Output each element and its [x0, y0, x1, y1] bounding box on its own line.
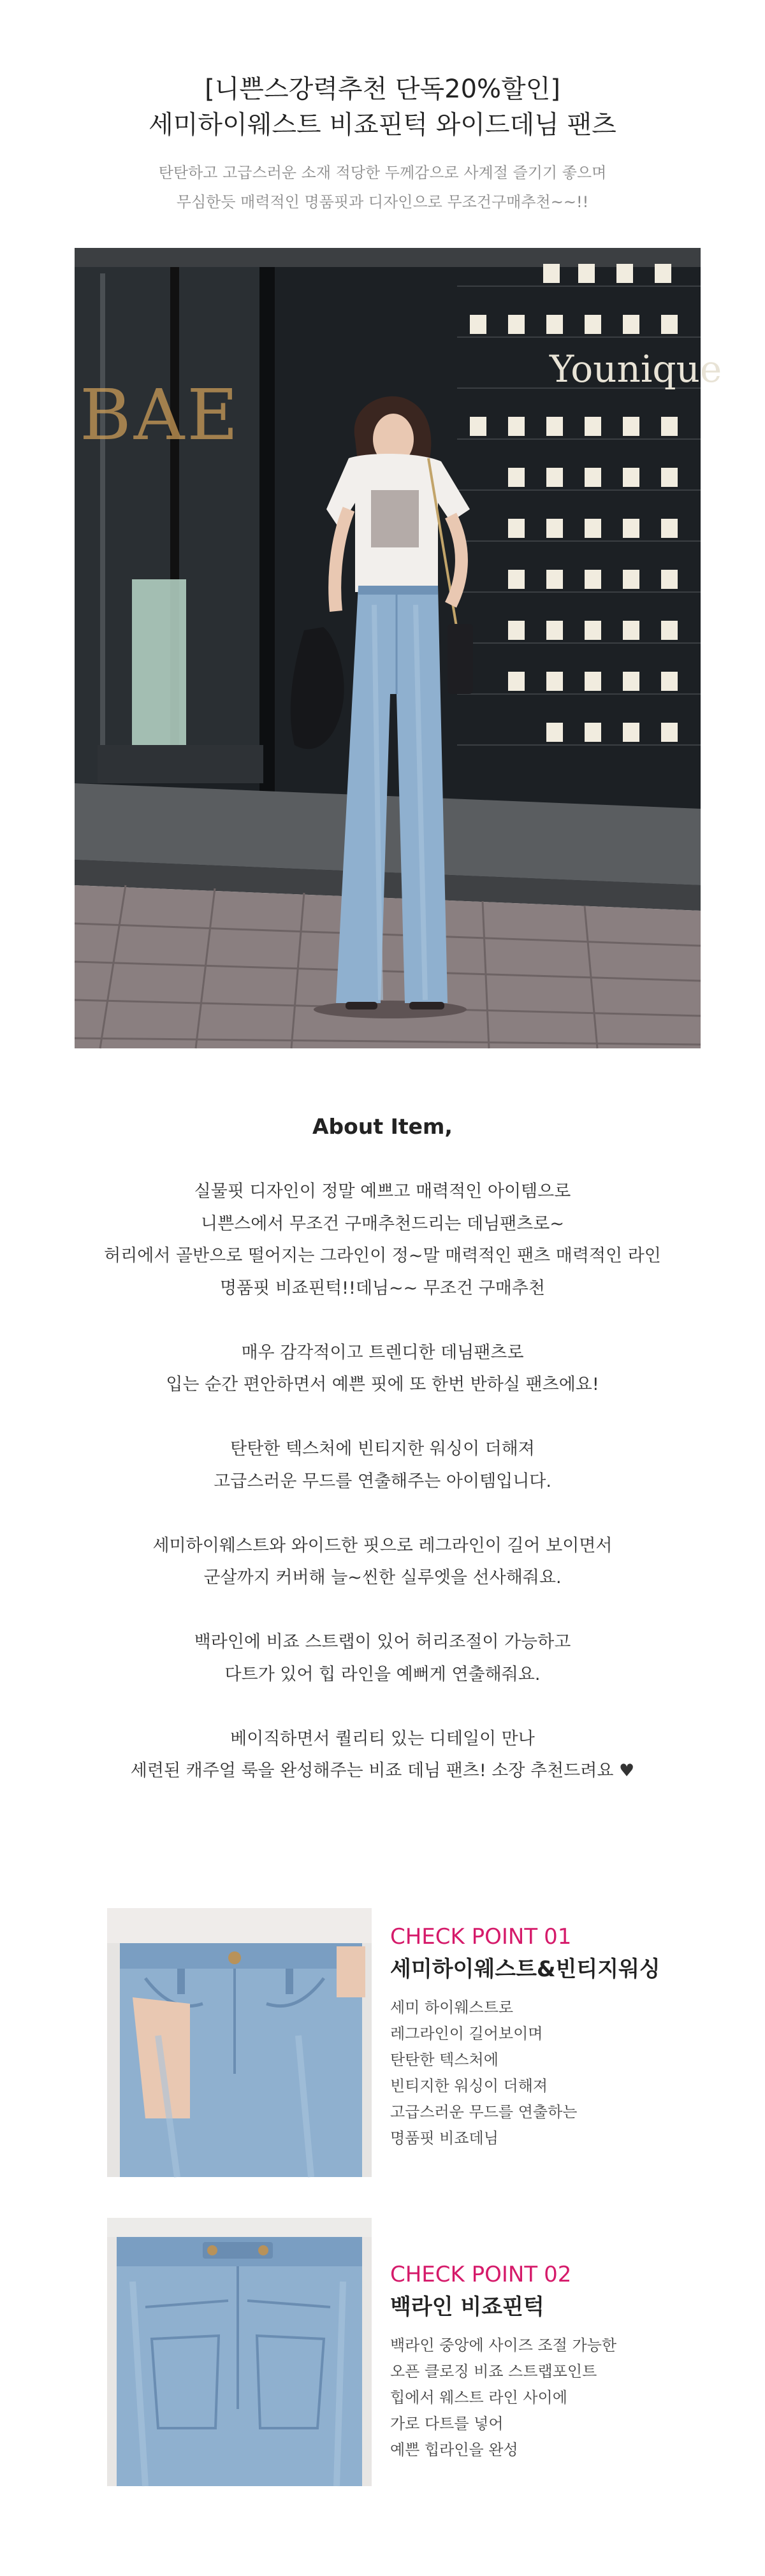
checkpoint-1-description: [390, 1995, 747, 2152]
product-name: 세미하이웨스트 비죠핀턱 와이드데님 팬츠: [149, 110, 616, 140]
checkpoint-line: 세미 하이웨스트로: [390, 1999, 514, 2016]
checkpoint-line: 탄탄한 텍스처에: [390, 2051, 499, 2069]
checkpoint-number: 01: [544, 1924, 572, 1950]
store-letters: BAE: [80, 374, 241, 456]
product-subtitle: [0, 158, 765, 217]
checkpoint-2-photo: [107, 2218, 372, 2486]
about-line: 베이직하면서 퀄리티 있는 디테일이 만나: [230, 1728, 535, 1749]
checkpoint-2-description: [390, 2333, 747, 2463]
about-line: 허리에서 골반으로 떨어지는 그라인이 정~말 매력적인 팬츠 매력적인 라인: [104, 1246, 661, 1266]
about-paragraph-5: [0, 1626, 765, 1691]
about-line: 세련된 캐주얼 룩을 완성해주는 비죠 데님 팬츠! 소장 추천드려요 ♥: [130, 1761, 635, 1781]
checkpoint-line: 예쁜 힙라인을 완성: [390, 2441, 518, 2459]
about-description: [0, 1176, 765, 1820]
checkpoint-2: [390, 2261, 747, 2463]
subtitle-line-2: 무심한듯 매력적인 명품핏과 디자인으로 무조건구매추천~~!!: [176, 193, 589, 211]
checkpoint-line: 레그라인이 길어보이며: [390, 2025, 543, 2043]
checkpoint-line: 빈티지한 워싱이 더해져: [390, 2077, 548, 2095]
checkpoint-1: [390, 1923, 747, 2152]
checkpoint-line: 오픈 클로징 비죠 스트랩포인트: [390, 2363, 597, 2380]
checkpoint-line: 백라인 중앙에 사이즈 조절 가능한: [390, 2336, 617, 2354]
checkpoint-2-label: [390, 2261, 747, 2288]
checkpoint-line: 힙에서 웨스트 라인 사이에: [390, 2389, 567, 2406]
checkpoint-2-heading: 백라인 비죠핀턱: [390, 2294, 544, 2320]
about-line: 세미하이웨스트와 와이드한 핏으로 레그라인이 길어 보이면서: [152, 1535, 613, 1556]
checkpoint-label-text: CHECK POINT: [390, 2262, 538, 2287]
subtitle-line-1: 탄탄하고 고급스러운 소재 적당한 두께감으로 사계절 즐기기 좋으며: [158, 164, 607, 182]
hero-photo: [75, 248, 722, 1048]
about-line: 탄탄한 텍스처에 빈티지한 워싱이 더해져: [230, 1439, 535, 1459]
about-line: 군살까지 커버해 늘~씬한 실루엣을 선사해줘요.: [203, 1568, 562, 1588]
about-paragraph-3: [0, 1433, 765, 1498]
store-sign: Younique: [550, 347, 722, 391]
about-line: 명품핏 비죠핀턱!!데님~~ 무조건 구매추천: [220, 1278, 545, 1298]
about-line: 매우 감각적이고 트렌디한 데님팬츠로: [241, 1342, 524, 1363]
promo-line-1: [니쁜스강력추천 단독20%할인]: [205, 75, 560, 104]
about-line: 다트가 있어 힙 라인을 예뻐게 연출해줘요.: [224, 1664, 541, 1684]
about-line: 니쁜스에서 무조건 구매추천드리는 데님팬츠로~: [200, 1213, 564, 1234]
checkpoint-line: 명품핏 비죠데님: [390, 2129, 499, 2147]
checkpoint-label-text: CHECK POINT: [390, 1924, 538, 1950]
promo-title: [0, 71, 765, 143]
checkpoint-number: 02: [544, 2262, 572, 2287]
checkpoint-1-heading: 세미하이웨스트&빈티지워싱: [390, 1957, 660, 1982]
about-line: 고급스러운 무드를 연출해주는 아이템입니다.: [214, 1471, 551, 1491]
about-paragraph-6: [0, 1723, 765, 1788]
checkpoint-line: 가로 다트를 넣어: [390, 2415, 504, 2433]
about-line: 백라인에 비죠 스트랩이 있어 허리조절이 가능하고: [194, 1632, 571, 1652]
about-line: 실물핏 디자인이 정말 예쁘고 매력적인 아이템으로: [194, 1182, 571, 1201]
checkpoint-1-label: [390, 1923, 747, 1950]
checkpoint-line: 고급스러운 무드를 연출하는: [390, 2103, 578, 2121]
about-paragraph-4: [0, 1530, 765, 1595]
about-title: About Item,: [312, 1114, 453, 1139]
about-paragraph-2: [0, 1337, 765, 1401]
about-paragraph-1: [0, 1176, 765, 1305]
about-line: 입는 순간 편안하면서 예쁜 핏에 또 한번 반하실 팬츠에요!: [166, 1375, 599, 1394]
checkpoint-1-photo: [107, 1908, 372, 2177]
